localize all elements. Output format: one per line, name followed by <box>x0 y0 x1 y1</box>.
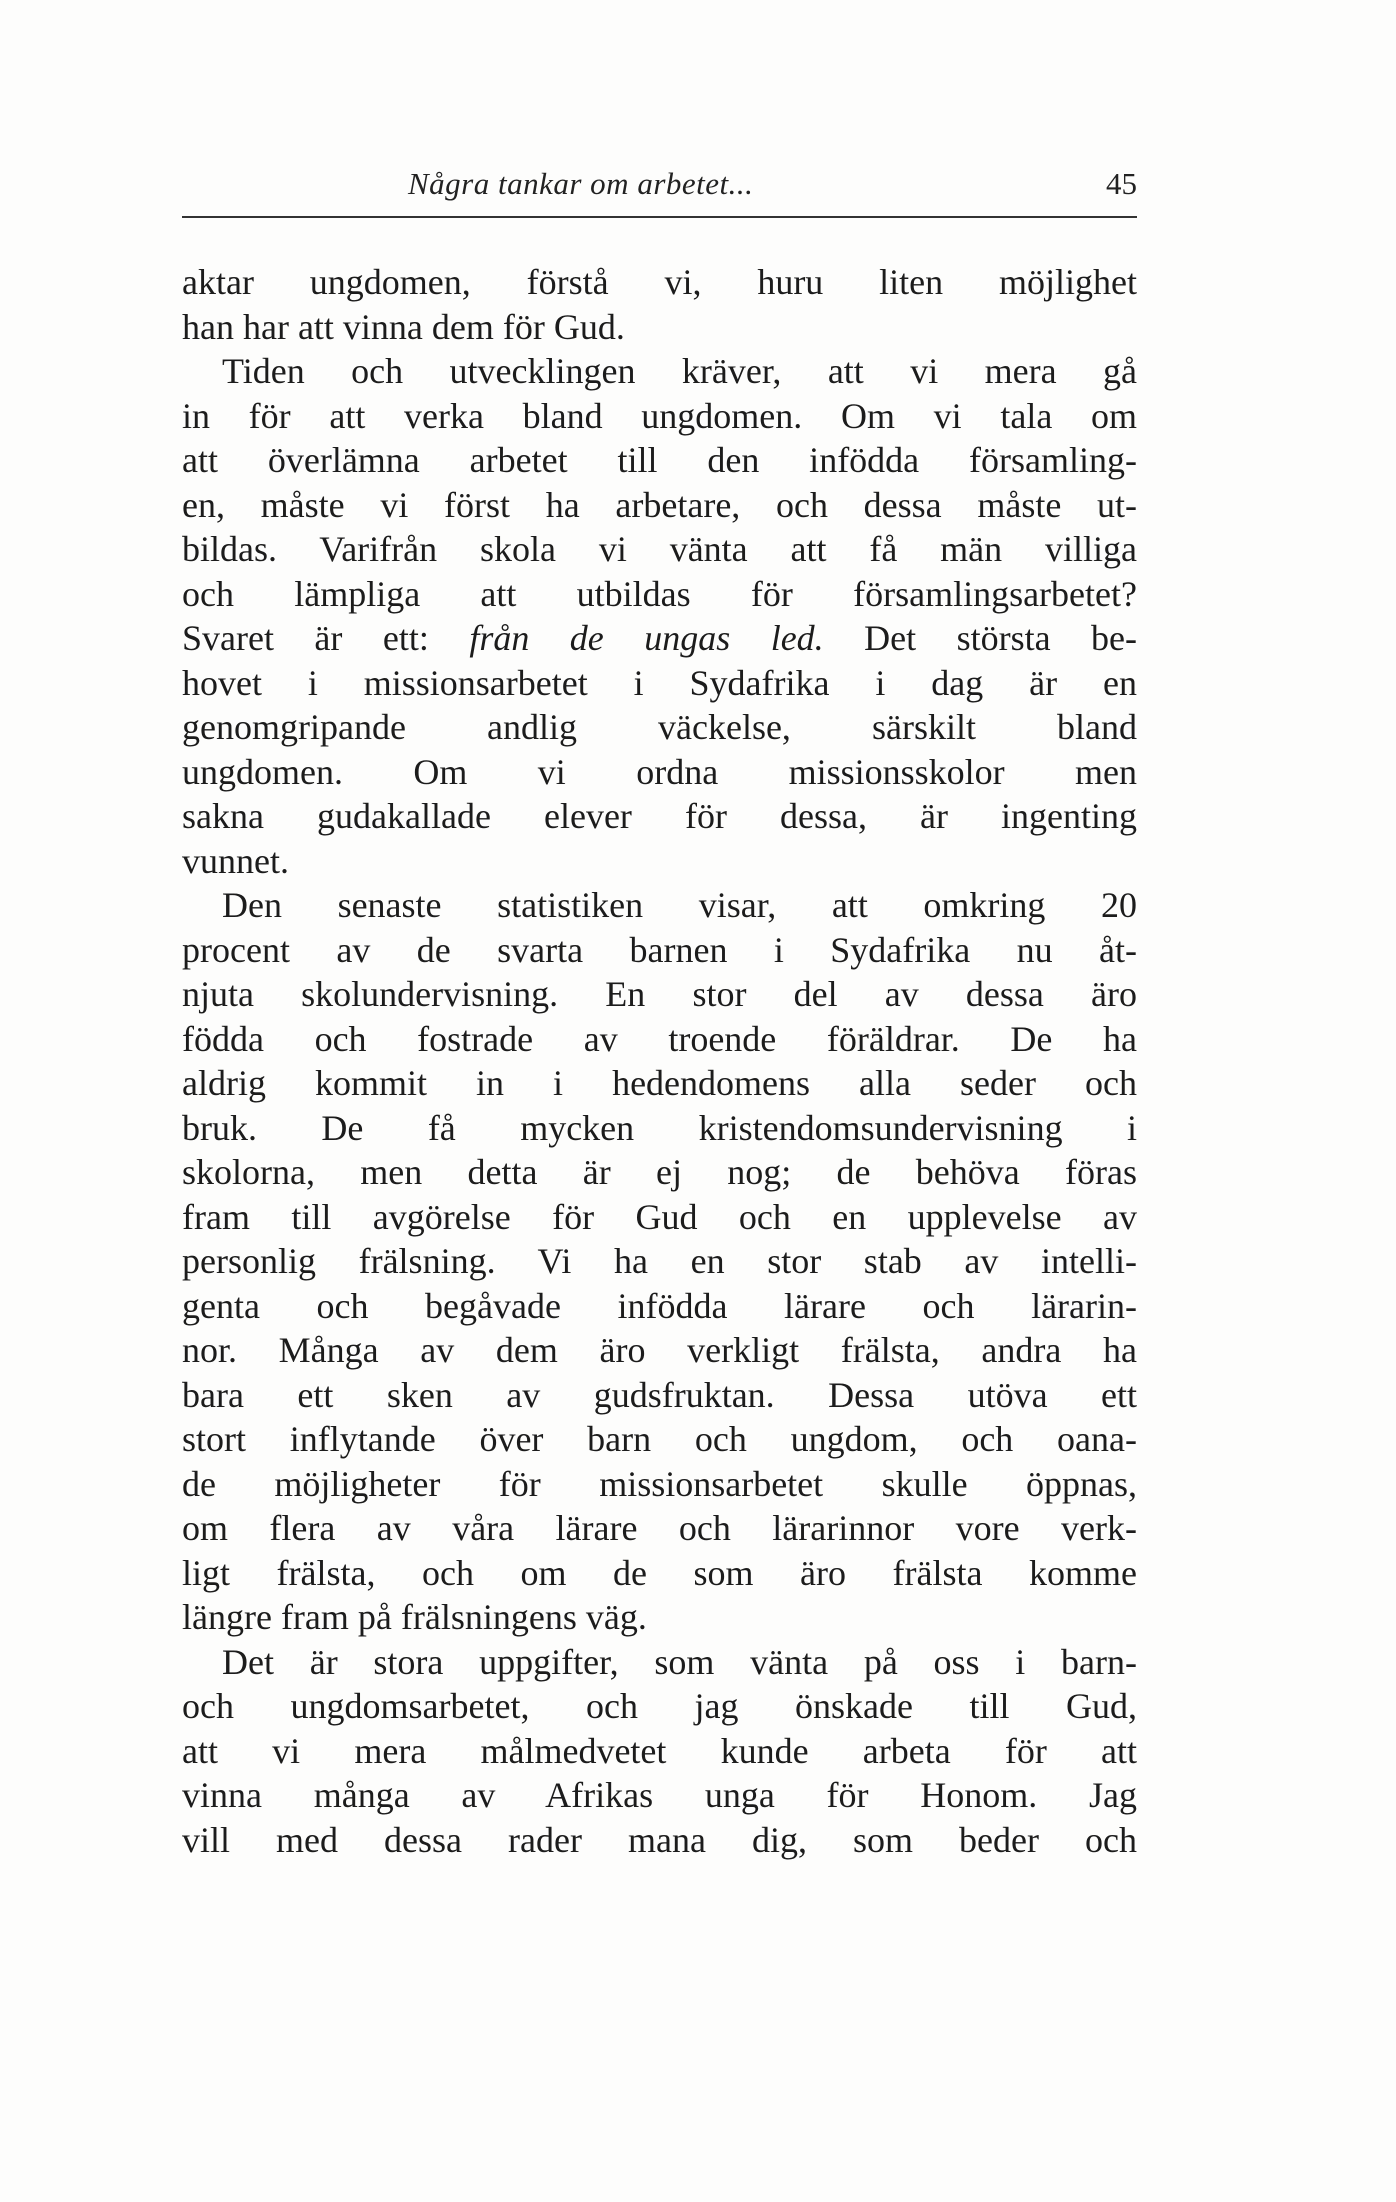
text-line: och ungdomsarbetet, och jag önskade till Gud, <box>182 1686 1137 1726</box>
text-line: bruk. De få mycken kristendomsundervisning i <box>182 1107 1137 1148</box>
text-line: nor. Många av dem äro verkligt frälsta, andra ha <box>182 1330 1137 1370</box>
text-line: genomgripande andlig väckelse, särskilt bland <box>182 707 1137 747</box>
header-rule <box>182 216 1137 218</box>
text-line: längre fram på frälsningens väg. <box>182 1597 647 1637</box>
text-line: Det är stora uppgifter, som vänta på oss i barn- <box>222 1641 1137 1682</box>
text-line: att överlämna arbetet till den infödda församling- <box>182 440 1137 480</box>
text-line: en, måste vi först ha arbetare, och dessa måste ut- <box>182 484 1137 525</box>
text-segment: Svaret är ett: <box>182 618 470 658</box>
text-line: Den senaste statistiken visar, att omkring 20 <box>222 885 1137 925</box>
text-line: han har att vinna dem för Gud. <box>182 306 625 347</box>
text-line: och lämpliga att utbildas för församlingsarbetet? <box>182 573 1137 614</box>
page-number: 45 <box>1106 166 1137 201</box>
text-line: bildas. Varifrån skola vi vänta att få män villiga <box>182 529 1137 569</box>
text-line <box>182 616 1137 661</box>
text-line: genta och begåvade infödda lärare och lärarin- <box>182 1285 1137 1326</box>
text-line: sakna gudakallade elever för dessa, är ingenting <box>182 796 1137 836</box>
text-line: procent av de svarta barnen i Sydafrika nu åt- <box>182 929 1137 970</box>
text-line: njuta skolundervisning. En stor del av dessa äro <box>182 974 1137 1014</box>
text-line: fram till avgörelse för Gud och en upplevelse av <box>182 1196 1137 1237</box>
text-line: aktar ungdomen, förstå vi, huru liten möjlighet <box>182 262 1137 302</box>
text-line: vill med dessa rader mana dig, som beder och <box>182 1819 1137 1860</box>
text-line: ungdomen. Om vi ordna missionsskolor men <box>182 751 1137 792</box>
text-line: aldrig kommit in i hedendomens alla seder och <box>182 1063 1137 1103</box>
emphasized-phrase: från de ungas led. <box>469 618 824 658</box>
text-line: att vi mera målmedvetet kunde arbeta för att <box>182 1730 1137 1771</box>
text-line: vinna många av Afrikas unga för Honom. Jag <box>182 1775 1137 1815</box>
text-line: Tiden och utvecklingen kräver, att vi mera gå <box>222 351 1137 391</box>
text-line: de möjligheter för missionsarbetet skulle öppnas, <box>182 1463 1137 1504</box>
text-line: hovet i missionsarbetet i Sydafrika i dag är en <box>182 662 1137 703</box>
text-line: om flera av våra lärare och lärarinnor vore verk- <box>182 1508 1137 1548</box>
text-line: personlig frälsning. Vi ha en stor stab av intelli- <box>182 1241 1137 1281</box>
running-title: Några tankar om arbetet... <box>408 166 754 201</box>
text-line: bara ett sken av gudsfruktan. Dessa utöva ett <box>182 1374 1137 1415</box>
text-line: vunnet. <box>182 840 289 881</box>
text-line: födda och fostrade av troende föräldrar. De ha <box>182 1018 1137 1059</box>
page-header <box>182 166 1137 210</box>
text-line: ligt frälsta, och om de som äro frälsta komme <box>182 1552 1137 1593</box>
text-line: skolorna, men detta är ej nog; de behöva föras <box>182 1152 1137 1192</box>
text-line: in för att verka bland ungdomen. Om vi tala om <box>182 395 1137 436</box>
text-line: stort inflytande över barn och ungdom, och oana- <box>182 1419 1137 1459</box>
body-text <box>182 260 1137 1862</box>
text-segment: Det största be- <box>823 618 1138 658</box>
